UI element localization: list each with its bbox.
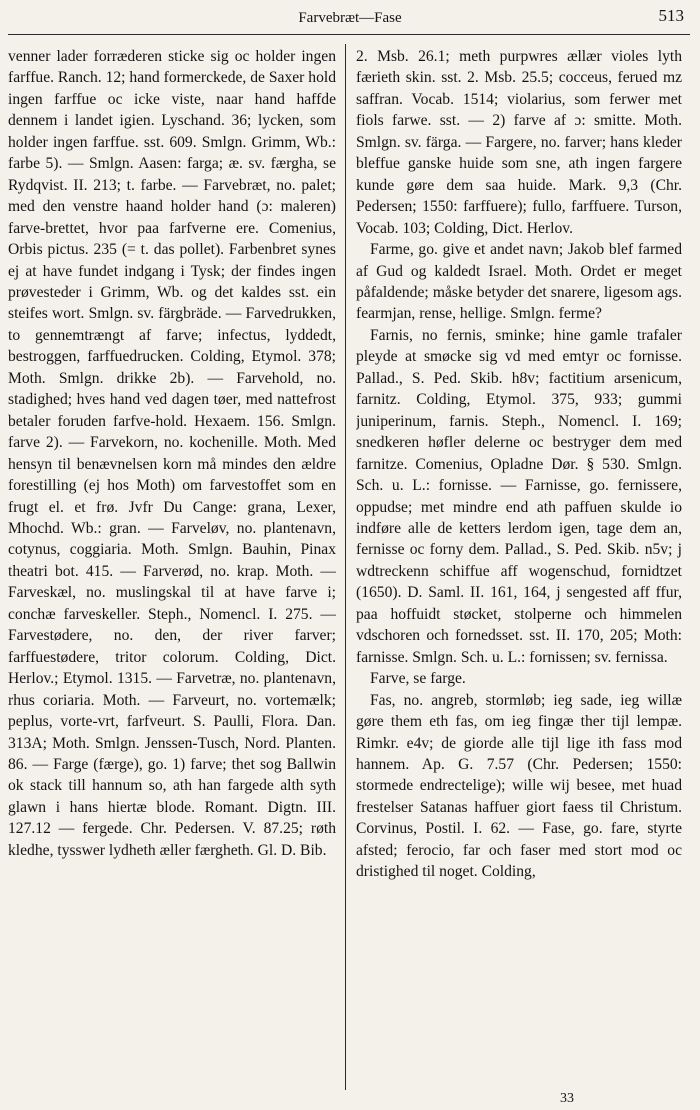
entry-farnis: Farnis, no fernis, sminke; hine gamle trafaler pleyde at smøcke sig vd med emtyr oc fornisse. Pallad., S. Ped. Skib. h8v; factitium arsenicum, farnitz. Colding, Etymol. 375, 933; gummi juniperinum, farnis. Steph., Nomencl. I. 169; snedkeren høfler delerne oc bestryger dem med farnitze. Comenius, Opladne Dør. § 530. Smlgn. Sch. u. L.: fornisse. — Farnisse, go. fernissere, oppudse; met mindre end ath paffuen skulde io indføre alle de ketters lerdom igen, tage dem an, fernisse oc forny dem. Pallad., S. Ped. Skib. n5v; j wdtreckenn schiffue aff wogenschud, fornidtzet (1650). D. Saml. II. 161, 164, j sengested aff ffur, paa hoffuidt støcket, stolperne och himmelen vdschoren och fornedsset. sst. II. 170, 205; Moth: farnisse. Smlgn. Sch. u. L.: fornissen; sv. fernissa. (356, 326, 682, 666)
running-head: Farvebræt—Fase (298, 10, 402, 26)
page-number: 513 (658, 6, 684, 25)
page-header (0, 4, 700, 32)
left-column (8, 46, 336, 1086)
entry-paragraph: venner lader forræderen sticke sig oc holder ingen farffue. Ranch. 12; hand formerckede, de Saxer hold ingen farffue oc icke viste, naar hand haffde dennem i landet igien. Lyschand. 36; lycken, som holder ingen farffue. sst. 609. Smlgn. Grimm, Wb.: farbe 5). — Smlgn. Aasen: farga; æ. sv. færgha, se Rydqvist. II. 213; t. farbe. — Farvebræt, no. palet; med den venstre haand holder hand (ɔ: maleren) farve-brettet, hvor paa farfverne ere. Comenius, Orbis pictus. 235 (= t. das pollet). Farbenbret synes ej at have fundet indgang i Tysk; der findes ingen prøvesteder i Grimm, Wb. og det kaldes sst. ein steifes wort. Smlgn. sv. färgbräde. — Farvedrukken, to gennemtrængt af farve; infectus, lyddedt, bestroggen, farffuedrucken. Colding, Etymol. 378; Moth. Smlgn. drikke 2b). — Farvehold, no. stadighed; hves hand ved dagen tøer, med nattefrost betaler foruden farfve-hold. Hexaem. 156. Smlgn. farve 2). — Farvekorn, no. kochenille. Moth. Med hensyn til benævnelsen korn må mindes den ældre forestilling (ej hos Moth) om farvestoffet som en frugt el. et frø. Jvfr Du Cange: grana, Lexer, Mhochd. Wb.: gran. — Farveløv, no. plantenavn, cotynus, coggiaria. Moth. Smlgn. Bauhin, Pinax theatri bot. 415. — Farverød, no. krap. Moth. — Farveskæl, no. muslingskal til at have farve i; conchæ farveskeller. Steph., Nomencl. I. 275. — Farvestødere, no. den, der river farver; farffuestødere, tritor colorum. Colding, Dict. Herlov.; Etymol. 1315. — Farvetræ, no. plantenavn, rhus coriaria. Moth. — Farveurt, no. vortemælk; peplus, vorte-vrt, farfveurt. S. Paulli, Flora. Dan. 313A; Moth. Smlgn. Jenssen-Tusch, Nord. Planten. 86. — Farge (færge), go. 1) farve; thet sog Ballwin ok stack till hannum so, ath han fargede alth syth glawn i hans hiertæ blode. Romant. Digtn. III. 127.12 — fergede. Chr. Pedersen. V. 87.25; røth kledhe, tysswer lydheth æller færgheth. Gl. D. Bib. (8, 48, 336, 859)
entry-farve: Farve, se farge. (370, 670, 466, 688)
entry-paragraph: 2. Msb. 26.1; meth purpwres ællær violes lyth færieth skin. sst. 2. Msb. 25.5; cocceus, ferued mz saffran. Vocab. 1514; violarius, som ferwer met fiols farwe. sst. — 2) farve af ɔ: smitte. Moth. Smlgn. sv. färga. — Fargere, no. farver; hans kleder bleffue ganske huide som sne, ath ingen fargere kunde gøre dem saa huide. Mark. 9,3 (Chr. Pedersen; 1550: farffuere); fullo, farffuere. Turson, Vocab. 103; Colding, Dict. Herlov. (356, 48, 682, 237)
column-divider (345, 44, 346, 1090)
right-column (356, 46, 682, 1086)
printer-signature: 33 (560, 1091, 574, 1106)
entry-fas: Fas, no. angreb, stormløb; ieg sade, ieg willæ gøre them eth fas, om ieg fingæ ther tijl lempæ. Rimkr. e4v; de giorde alle tijl lige ith fass mod hannem. Ap. G. 7.57 (Chr. Pedersen; 1550: stormede endrectelige); wille wij besee, met huad frestelser Satanas haffuer giort faess til Christum. Corvinus, Postil. I. 62. — Fase, go. fare, styrte afsted; ferocio, far och faser med stort mod oc dristighed til noget. Colding, (356, 691, 682, 881)
header-rule (8, 34, 690, 35)
entry-farme: Farme, go. give et andet navn; Jakob blef farmed af Gud og kaldedt Israel. Moth. Ordet er meget påfaldende; måske betyder det snarere, ligesom ags. fearmjan, rense, hellige. Smlgn. ferme? (356, 241, 682, 323)
